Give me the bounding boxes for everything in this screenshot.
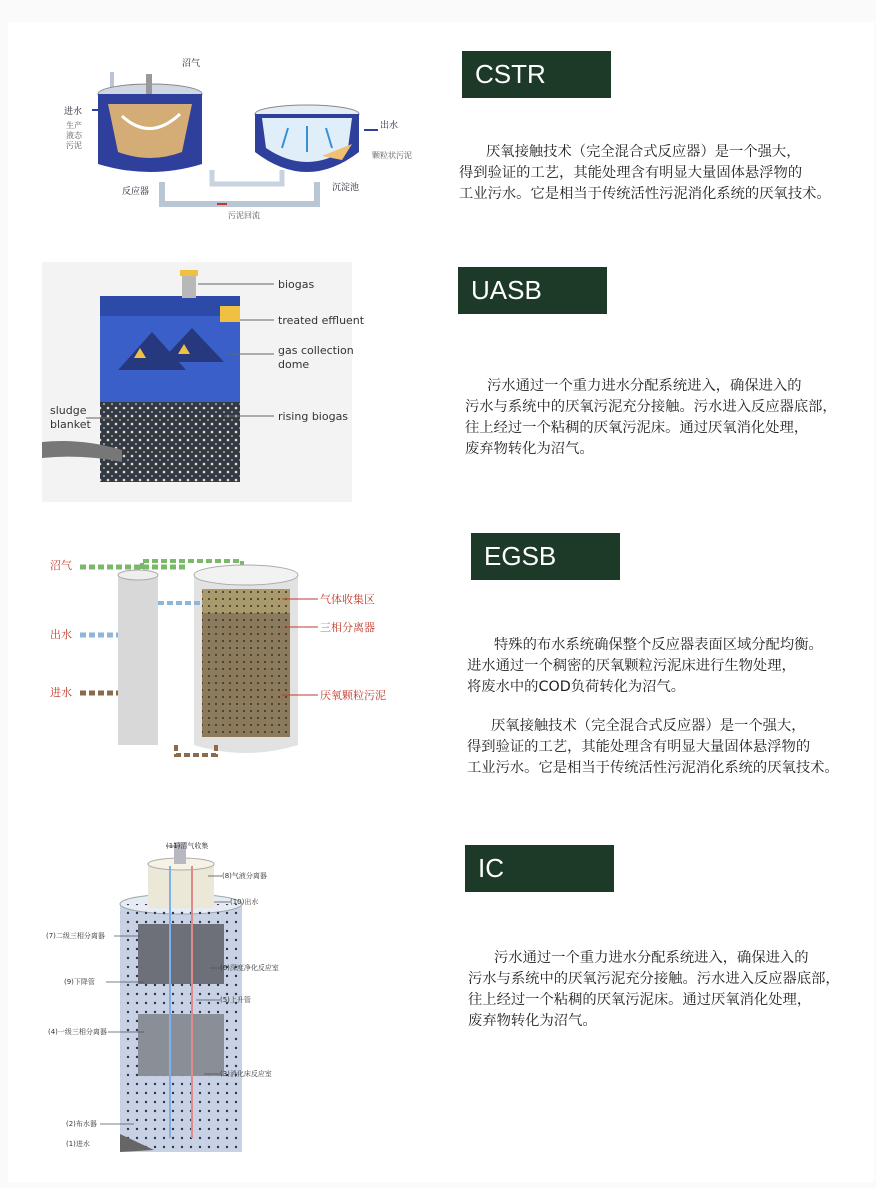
uasb-line-4: 废弃物转化为沼气。 [465,441,594,457]
section-title-cstr: CSTR [462,51,611,98]
uasb-line-3: 往上经过一个粘稠的厌氧污泥床。通过厌氧消化处理， [465,420,809,436]
cstr-paragraph [459,142,831,205]
egsb-label-gas-collect: 气体收集区 [320,593,375,606]
egsb-label-granular: 厌氧颗粒污泥 [320,689,386,702]
cstr-line-1: 厌氧接触技术（完全混合式反应器）是一个强大， [486,144,801,160]
cstr-label-outflow: 出水 [380,121,399,131]
ic-label-10: (10)出水 [230,898,259,906]
egsb-label-biogas: 沼气 [50,559,72,572]
uasb-line-1: 污水通过一个重力进水分配系统进入，确保进入的 [487,378,802,394]
ic-paragraph [468,948,840,1032]
cstr-label-note-3: 污泥 [66,141,82,150]
cstr-line-2: 得到验证的工艺，其能处理含有明显大量固体悬浮物的 [459,165,803,181]
ic-line-1: 污水通过一个重力进水分配系统进入，确保进入的 [494,950,809,966]
ic-line-2: 污水与系统中的厌氧污泥充分接触。污水进入反应器底部， [468,971,840,987]
cstr-label-biogas: 沼气 [182,59,201,69]
egsb-p2-line-3: 工业污水。它是相当于传统活性污泥消化系统的厌氧技术。 [467,760,839,776]
cstr-label-inflow: 进水 [64,107,83,117]
ic-label-8: (8)气液分离器 [222,872,267,880]
cstr-label-settler: 沉淀池 [332,183,360,193]
uasb-label-sludge-2: blanket [50,418,91,431]
ic-label-9: (9)下降管 [64,978,95,986]
ic-label-1: (1)进水 [66,1140,90,1148]
ic-label-2: (2)布水器 [66,1120,97,1128]
uasb-label-effluent: treated effluent [278,314,365,327]
egsb-label-separator: 三相分离器 [320,621,375,634]
ic-label-3: (3)消化床反应室 [220,1070,272,1078]
egsb-p1-line-3: 将废水中的COD负荷转化为沼气。 [467,679,686,695]
ic-label-4: (4)一级三相分离器 [48,1028,107,1036]
ic-line-3: 往上经过一个粘稠的厌氧污泥床。通过厌氧消化处理， [468,992,812,1008]
section-title-ic: IC [465,845,614,892]
uasb-line-2: 污水与系统中的厌氧污泥充分接触。污水进入反应器底部， [465,399,837,415]
egsb-paragraph-2 [467,716,839,779]
cstr-label-reactor: 反应器 [122,187,150,197]
cstr-label-granular: 颗粒状污泥 [372,151,412,160]
cstr-label-return: 污泥回流 [228,211,260,220]
egsb-p2-line-2: 得到验证的工艺，其能处理含有明显大量固体悬浮物的 [467,739,811,755]
ic-label-7: (7)二级三相分离器 [46,932,105,940]
uasb-label-biogas: biogas [278,278,315,291]
ic-label-6: (6)深度净化反应室 [220,964,279,972]
egsb-p1-line-2: 进水通过一个稠密的厌氧颗粒污泥床进行生物处理， [467,658,796,674]
section-title-uasb: UASB [458,267,607,314]
egsb-paragraph-1 [467,635,823,698]
uasb-label-rising: rising biogas [278,410,349,423]
egsb-diagram [46,555,396,770]
ic-label-5: (5)上升管 [220,996,251,1004]
uasb-label-sludge-1: sludge [50,404,87,417]
cstr-diagram [52,52,412,224]
uasb-diagram [42,262,365,502]
uasb-label-dome-2: dome [278,358,310,371]
uasb-label-dome-1: gas collection [278,344,354,357]
cstr-label-note-1: 生产 [66,121,82,130]
uasb-paragraph [465,376,837,460]
egsb-label-inflow: 进水 [50,686,72,699]
ic-label-11: (11)沼气收集 [166,842,209,850]
ic-diagram [44,838,334,1158]
egsb-label-outflow: 出水 [50,628,72,641]
egsb-p1-line-1: 特殊的布水系统确保整个反应器表面区域分配均衡。 [494,637,823,653]
egsb-p2-line-1: 厌氧接触技术（完全混合式反应器）是一个强大， [491,718,806,734]
ic-line-4: 废弃物转化为沼气。 [468,1013,597,1029]
cstr-line-3: 工业污水。它是相当于传统活性污泥消化系统的厌氧技术。 [459,186,831,202]
section-title-egsb: EGSB [471,533,620,580]
cstr-label-note-2: 液态 [66,131,82,140]
